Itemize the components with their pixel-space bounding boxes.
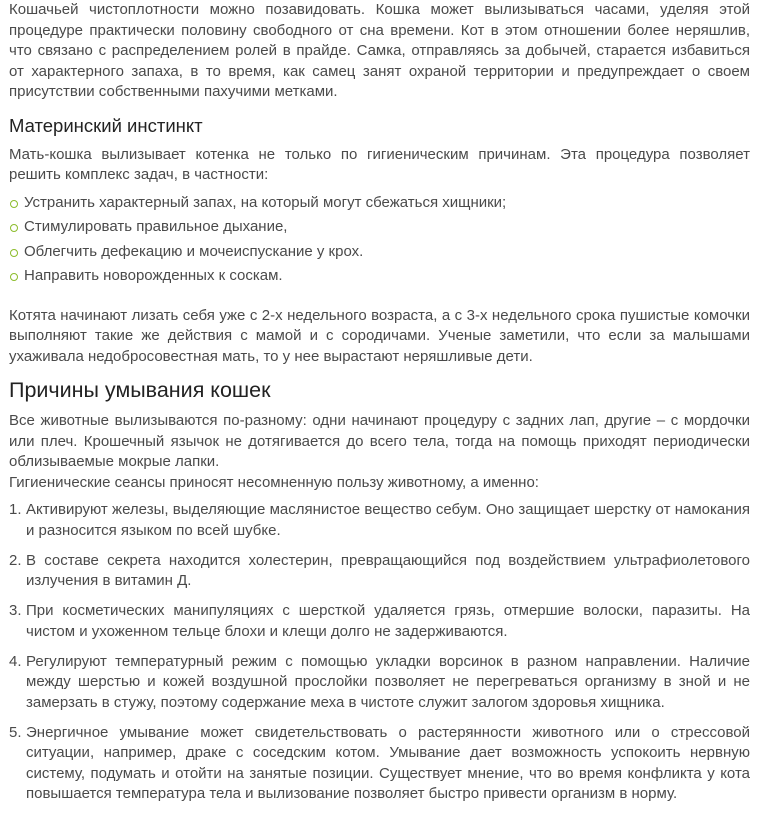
circle-bullet-icon — [10, 273, 18, 281]
numbered-item: 4. Регулируют температурный режим с помощью укладки ворсинок в разном направлении. Наличие между шерстью и кожей воздушной прослойки позволяет не перегреваться организму в зной и не замерзать в стужу, поэтому содержание меха в чистоте служит залогом здоровья хищника. — [9, 652, 750, 711]
bullet-list — [9, 191, 750, 289]
section-heading-reasons: Причины умывания кошек — [9, 378, 271, 402]
reasons-lead-paragraph: Все животные вылизываются по-разному: одни начинают процедуру с задних лап, другие – с мордочки или плеч. Крошечный язычок не дотягивается до всего тела, тогда на помощь приходят периодически облизываемые мокрые лапки. — [9, 412, 750, 470]
kittens-paragraph: Котята начинают лизать себя уже с 2-х недельного возраста, а с 3-х недельного срока пушистые комочки выполняют такие же действия с мамой и с сородичами. Ученые заметили, что если за малышами ухаживала недобросовестная мать, то у нее вырастают неряшливые дети. — [9, 306, 750, 365]
bullet-item: Направить новорожденных к соскам. — [9, 264, 750, 289]
numbered-item: 3. При косметических манипуляциях с шерсткой удаляется грязь, отмершие волоски, паразиты. На чистом и ухоженном тельце блохи и клещи долго не задерживаются. — [9, 602, 750, 640]
intro-paragraph: Кошачьей чистоплотности можно позавидовать. Кошка может вылизываться часами, уделяя этой процедуре практически половину свободного от сна времени. Кот в этом отношении более неряшлив, что связано с распределением ролей в прайде. Самка, отправляясь за добычей, старается избавиться от характерного запаха, в то время, как самец занят охраной территории и предупреждает о своем присутствии собственными пахучими метками. — [9, 1, 750, 100]
numbered-item: 2. В составе секрета находится холестерин, превращающийся под воздействием ультрафиолетового излучения в витамин Д. — [9, 551, 750, 589]
section-lead-paragraph: Мать-кошка вылизывает котенка не только по гигиеническим причинам. Эта процедура позволяет решить комплекс задач, в частности: — [9, 145, 750, 183]
bullet-item: Стимулировать правильное дыхание, — [9, 215, 750, 240]
numbered-item: 1. Активируют железы, выделяющие маслянистое вещество себум. Оно защищает шерстку от намокания и разносится языком по всей шубке. — [9, 501, 750, 539]
section-heading-maternal: Материнский инстинкт — [9, 114, 203, 136]
circle-bullet-icon — [10, 224, 18, 232]
circle-bullet-icon — [10, 200, 18, 208]
numbered-item: 5. Энергичное умывание может свидетельствовать о растерянности животного или о стрессовой ситуации, например, драке с соседским котом. Умывание дает возможность успокоить нервную систему, подумать и отойти на занятые позиции. Существует мнение, что во время конфликта у кота повышается температура тела и вылизование позволяет быстро привести организм в норму. — [9, 723, 750, 802]
numbered-list — [9, 500, 750, 805]
bullet-item: Устранить характерный запах, на который могут сбежаться хищники; — [9, 191, 750, 216]
reasons-lead2-paragraph: Гигиенические сеансы приносят несомненную пользу животному, а именно: — [9, 473, 539, 491]
bullet-item: Облегчить дефекацию и мочеиспускание у крох. — [9, 240, 750, 265]
circle-bullet-icon — [10, 249, 18, 257]
